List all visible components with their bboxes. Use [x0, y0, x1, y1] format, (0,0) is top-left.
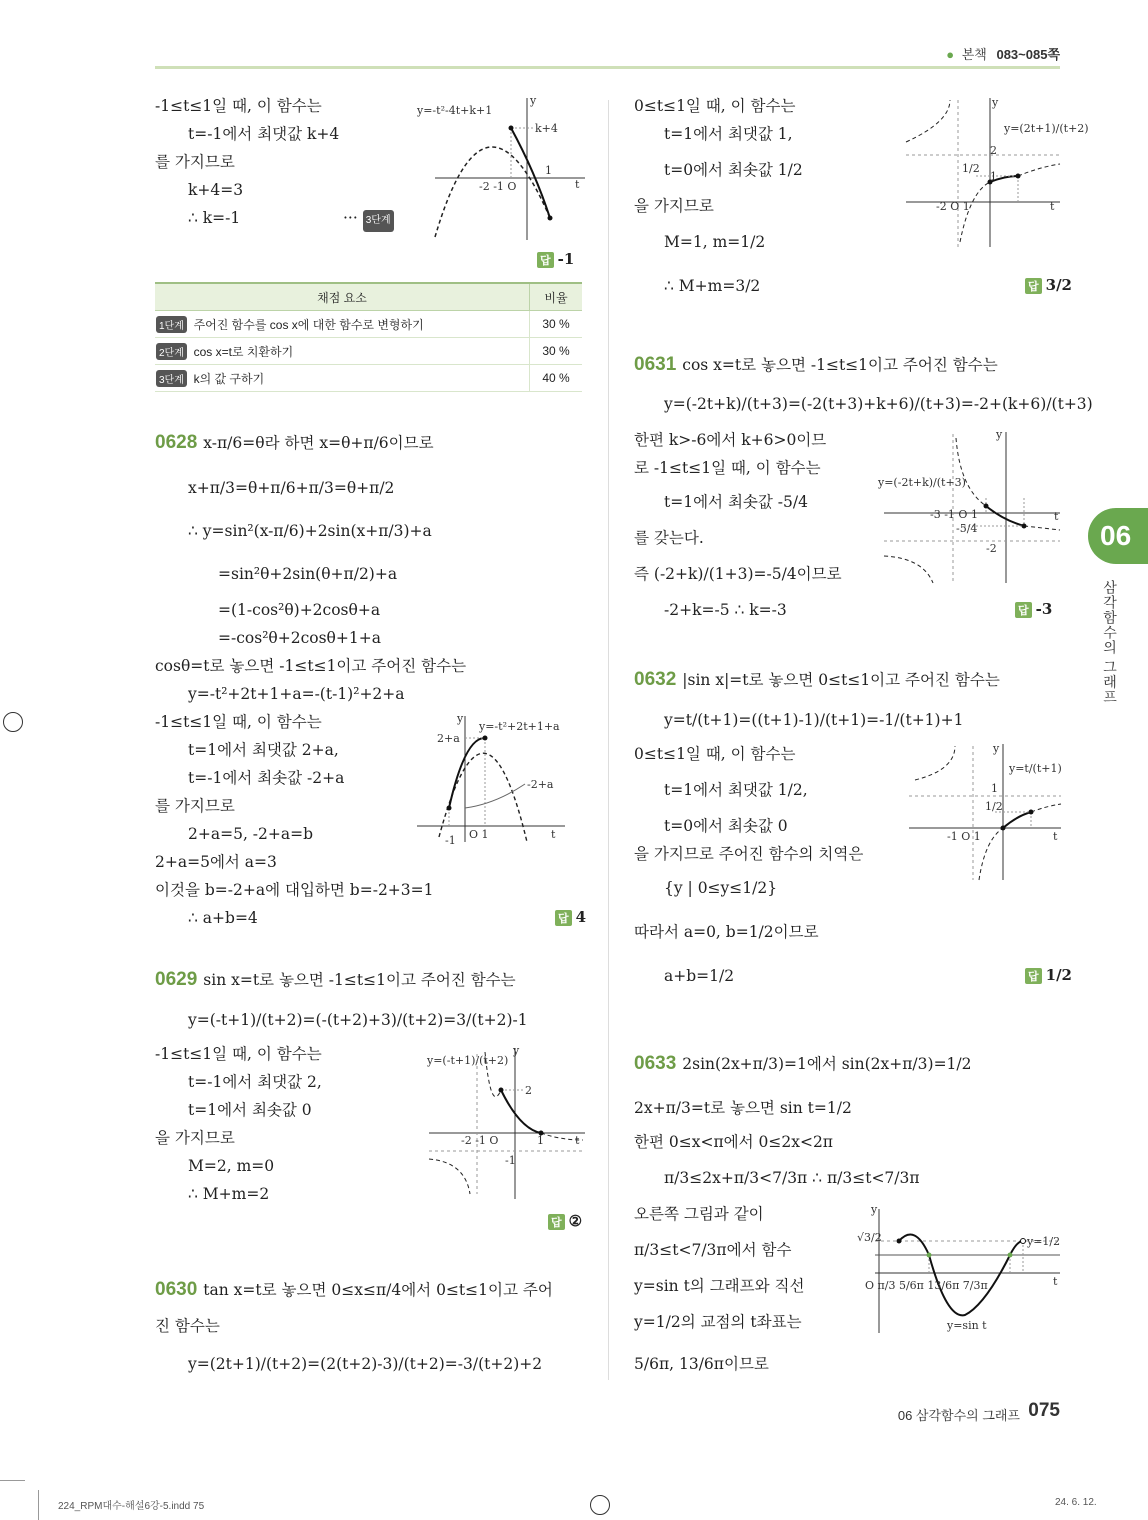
step-marker: ··· 3단계 — [343, 208, 394, 232]
text-line: 5/6π, 13/6π이므로 — [634, 1355, 769, 1373]
text-line: y=(2t+1)/(t+2)=(2(t+2)-3)/(t+2)=-3/(t+2)+2 — [188, 1355, 543, 1373]
text-line: 즉 (-2+k)/(1+3)=-5/4이므로 — [634, 565, 842, 583]
axis-y: y — [513, 1044, 520, 1057]
text-line: t=-1에서 최댓값 k+4 — [188, 125, 340, 143]
graph-label: -2 — [986, 542, 997, 555]
text-line: M=1, m=1/2 — [664, 233, 766, 251]
page-number: 075 — [1028, 1400, 1060, 1421]
crop-mark — [38, 1490, 39, 1520]
text-line: -1≤t≤1일 때, 이 함수는 — [155, 713, 322, 731]
text-line: 진 함수는 — [155, 1317, 220, 1335]
axis-t: t — [1053, 830, 1058, 843]
text-line: -1≤t≤1일 때, 이 함수는 — [155, 97, 322, 115]
text-line: π/3≤2x+π/3<7/3π ∴ π/3≤t<7/3π — [664, 1169, 920, 1187]
text-line: =(1-cos²θ)+2cosθ+a — [218, 601, 381, 619]
graph-eq: y=t/(t+1) — [1009, 762, 1062, 775]
problem-0630-heading: 0630 tan x=t로 놓으면 0≤x≤π/4에서 0≤t≤1이고 주어 — [155, 1279, 553, 1300]
text-line: ∴ a+b=4 — [188, 909, 258, 927]
graph-ticks: -2 -1 O — [479, 180, 517, 193]
page-header — [946, 44, 1060, 63]
text-line: y=t/(t+1)=((t+1)-1)/(t+1)=-1/(t+1)+1 — [664, 711, 964, 729]
graph-eq: y=(2t+1)/(t+2) — [1004, 122, 1089, 135]
problem-0632-heading: 0632 |sin x|=t로 놓으면 0≤t≤1이고 주어진 함수는 — [634, 669, 1000, 690]
graph-parabola-k — [415, 92, 590, 242]
column-divider — [608, 100, 609, 1380]
text-line: 을 가지므로 — [155, 1129, 235, 1147]
axis-y: y — [457, 712, 464, 725]
graph-label: 2 — [990, 144, 997, 157]
graph-label: -2+a — [527, 778, 554, 791]
slug-date: 24. 6. 12. — [1055, 1497, 1097, 1508]
text-line: t=0에서 최솟값 1/2 — [664, 161, 803, 179]
graph-label: 1/2 — [962, 162, 980, 175]
graph-label: 1 — [990, 170, 997, 183]
slug-file: 224_RPM대수-해설6강-5.indd 75 — [58, 1501, 205, 1512]
graph-label: √3/2 — [857, 1231, 882, 1244]
graph-label: O 1 — [469, 828, 489, 841]
text-line: t=-1에서 최댓값 2, — [188, 1073, 322, 1091]
registration-mark-icon — [3, 712, 23, 732]
text-line: y=sin t의 그래프와 직선 — [634, 1277, 805, 1295]
text-line: 를 가지므로 — [155, 153, 235, 171]
text-line: 을 가지므로 주어진 함수의 치역은 — [634, 845, 864, 863]
text-line: -1≤t≤1일 때, 이 함수는 — [155, 1045, 322, 1063]
text-line: y=(-2t+k)/(t+3)=(-2(t+3)+k+6)/(t+3)=-2+(k+6)/(t+3) — [664, 395, 1093, 413]
problem-0631-heading: 0631 cos x=t로 놓으면 -1≤t≤1이고 주어진 함수는 — [634, 354, 998, 375]
text-line: 로 -1≤t≤1일 때, 이 함수는 — [634, 459, 821, 477]
footer-chapter: 06 삼각함수의 그래프 — [897, 1408, 1020, 1423]
table-header: 채점 요소 — [155, 283, 530, 311]
graph-label: -5/4 — [956, 522, 978, 535]
text-line: t=1에서 최댓값 2+a, — [188, 741, 339, 759]
graph-label: k+4 — [535, 122, 558, 135]
text-line: a+b=1/2 — [664, 967, 735, 985]
text-line: 오른쪽 그림과 같이 — [634, 1205, 764, 1223]
header-rule — [155, 66, 1060, 69]
axis-y: y — [871, 1203, 878, 1216]
answer: 답 1/2 — [1025, 966, 1072, 984]
text-line: 한편 0≤x<π에서 0≤2x<2π — [634, 1133, 833, 1151]
axis-t: t — [1054, 510, 1059, 523]
chapter-side-title: 삼각함수의 그래프 — [1102, 580, 1118, 705]
answer: 답 ② — [548, 1212, 582, 1230]
text-line: cosθ=t로 놓으면 -1≤t≤1이고 주어진 함수는 — [155, 657, 467, 675]
text-line: 를 가지므로 — [155, 797, 235, 815]
graph-0629 — [425, 1044, 590, 1204]
text-line: 따라서 a=0, b=1/2이므로 — [634, 923, 819, 941]
text-line: y=(-t+1)/(t+2)=(-(t+2)+3)/(t+2)=3/(t+2)-1 — [188, 1011, 528, 1029]
text-line: k+4=3 — [188, 181, 244, 199]
graph-eq: y=-t²-4t+k+1 — [417, 104, 493, 117]
graph-0631 — [878, 428, 1063, 588]
axis-t: t — [551, 828, 556, 841]
answer: 답 4 — [555, 908, 586, 926]
text-line: 0≤t≤1일 때, 이 함수는 — [634, 97, 796, 115]
answer: 답 -3 — [1015, 600, 1052, 618]
text-line: 한편 k>-6에서 k+6>0이므 — [634, 431, 827, 449]
problem-0628-heading: 0628 x-π/6=θ라 하면 x=θ+π/6이므로 — [155, 432, 434, 453]
text-line: -2+k=-5 ∴ k=-3 — [664, 601, 787, 619]
axis-y: y — [993, 742, 1000, 755]
text-line: y=-t²+2t+1+a=-(t-1)²+2+a — [188, 685, 405, 703]
axis-y: y — [996, 428, 1003, 441]
axis-t: t — [575, 1134, 580, 1147]
answer: 답 3/2 — [1025, 276, 1072, 294]
table-header: 비율 — [530, 283, 583, 311]
problem-0633-heading: 0633 2sin(2x+π/3)=1에서 sin(2x+π/3)=1/2 — [634, 1053, 972, 1074]
text-line: 0≤t≤1일 때, 이 함수는 — [634, 745, 796, 763]
graph-label: y=1/2 — [1027, 1235, 1061, 1248]
graph-0633 — [855, 1205, 1065, 1335]
text-line: t=0에서 최솟값 0 — [664, 817, 788, 835]
text-line: ∴ M+m=3/2 — [664, 277, 761, 295]
graph-eq: y=(-2t+k)/(t+3) — [878, 476, 966, 489]
text-line: 2+a=5에서 a=3 — [155, 853, 277, 871]
graph-label: y=sin t — [947, 1319, 987, 1332]
table-row: 2단계 cos x=t로 치환하기 30 % — [155, 338, 582, 365]
graph-label: -1 — [505, 1154, 516, 1167]
text-line: y=1/2의 교점의 t좌표는 — [634, 1313, 802, 1331]
graph-eq: y=(-t+1)/(t+2) — [427, 1054, 509, 1067]
graph-label: 1 — [991, 782, 998, 795]
text-line: t=-1에서 최솟값 -2+a — [188, 769, 345, 787]
answer: 답 -1 — [537, 250, 574, 268]
text-line: 2x+π/3=t로 놓으면 sin t=1/2 — [634, 1099, 852, 1117]
text-line: t=1에서 최댓값 1/2, — [664, 781, 808, 799]
axis-y: y — [530, 94, 537, 107]
graph-label: 1 — [545, 164, 552, 177]
crop-mark — [0, 1480, 25, 1481]
graph-ticks: -3 -1 O 1 — [930, 508, 978, 521]
graph-0628 — [415, 712, 590, 847]
header-label: 본책 — [961, 47, 987, 62]
graph-eq: y=-t²+2t+1+a — [479, 720, 560, 733]
axis-t: t — [1053, 1275, 1058, 1288]
graph-0630 — [900, 92, 1089, 252]
text-line: 을 가지므로 — [634, 197, 714, 215]
text-line: t=1에서 최댓값 1, — [664, 125, 793, 143]
graph-0632 — [905, 740, 1065, 885]
graph-ticks: O π/3 5/6π 13/6π 7/3π — [865, 1279, 988, 1292]
graph-ticks: -1 O 1 — [947, 830, 981, 843]
registration-mark-icon — [590, 1495, 610, 1515]
text-line: ∴ k=-1 — [188, 209, 241, 227]
graph-label: 2 — [525, 1084, 532, 1097]
text-line: 2+a=5, -2+a=b — [188, 825, 314, 843]
table-row: 1단계 주어진 함수를 cos x에 대한 함수로 변형하기 30 % — [155, 311, 582, 338]
graph-label: -1 — [445, 834, 456, 847]
graph-label: 1/2 — [985, 800, 1003, 813]
text-line: π/3≤t<7/3π에서 함수 — [634, 1241, 792, 1259]
graph-ticks: -2 O 1 — [936, 200, 970, 213]
text-line: M=2, m=0 — [188, 1157, 275, 1175]
axis-y: y — [992, 96, 999, 109]
axis-t: t — [1050, 200, 1055, 213]
text-line: ∴ M+m=2 — [188, 1185, 270, 1203]
problem-0629-heading: 0629 sin x=t로 놓으면 -1≤t≤1이고 주어진 함수는 — [155, 969, 516, 990]
table-row: 3단계 k의 값 구하기 40 % — [155, 365, 582, 392]
text-line: t=1에서 최솟값 0 — [188, 1101, 312, 1119]
graph-label: 1 — [537, 1134, 544, 1147]
text-line: 를 갖는다. — [634, 529, 704, 547]
bullet-icon: ● — [946, 47, 955, 62]
text-line: {y | 0≤y≤1/2} — [664, 879, 778, 897]
text-line: =-cos²θ+2cosθ+1+a — [218, 629, 381, 647]
text-line: 이것을 b=-2+a에 대입하면 b=-2+3=1 — [155, 881, 434, 899]
header-pages: 083~085쪽 — [996, 47, 1060, 62]
text-line: ∴ y=sin²(x-π/6)+2sin(x+π/3)+a — [188, 522, 432, 540]
chapter-tab: 06 — [1088, 508, 1148, 564]
graph-label: 2+a — [437, 732, 460, 745]
text-line: t=1에서 최솟값 -5/4 — [664, 493, 808, 511]
graph-ticks: -2 -1 O — [461, 1134, 499, 1147]
scoring-table — [155, 282, 582, 392]
text-line: x+π/3=θ+π/6+π/3=θ+π/2 — [188, 479, 395, 497]
axis-t: t — [575, 178, 580, 191]
text-line: =sin²θ+2sin(θ+π/2)+a — [218, 565, 398, 583]
